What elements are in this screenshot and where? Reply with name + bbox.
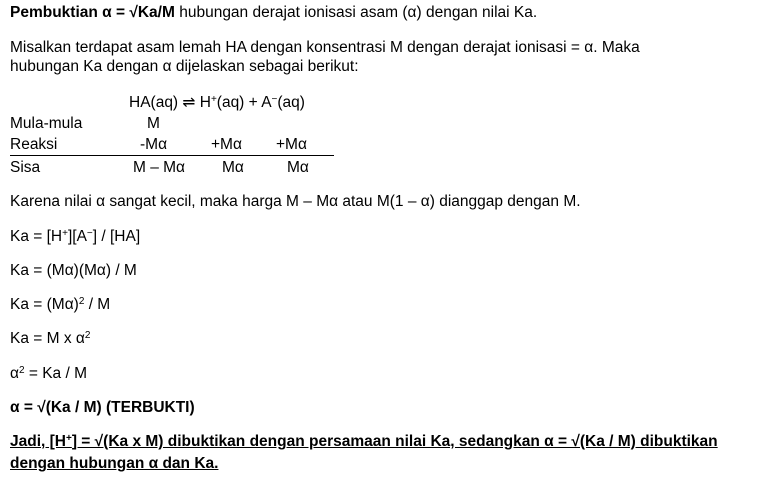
heading-bold: Pembuktian α = √Ka/M	[10, 4, 175, 21]
step-1-sup: +	[62, 228, 68, 239]
heading	[10, 4, 537, 22]
step-1-text: ][A	[67, 228, 87, 245]
ice-row-ha: -Mα	[140, 136, 168, 153]
intro-line-2: hubungan Ka dengan α dijelaskan sebagai berikut:	[10, 58, 359, 75]
eq-plus: +	[248, 94, 258, 111]
ice-row-ha: M – Mα	[133, 159, 186, 176]
step-1	[10, 228, 140, 246]
step-3-sup: 2	[78, 296, 85, 307]
conclusion-line-2: dengan hubungan α dan Ka.	[10, 455, 219, 472]
step-1-sup: −	[86, 228, 93, 239]
ice-row-a: Mα	[287, 159, 309, 176]
eq-reactant: HA(aq)	[129, 94, 179, 111]
ice-row-h: Mα	[222, 159, 244, 176]
eq-h-charge: +	[210, 94, 217, 105]
step-3-text: Ka = (Mα)	[10, 296, 79, 313]
heading-rest: hubungan derajat ionisasi asam (α) dengan nilai Ka.	[174, 4, 538, 21]
ice-row-label: Sisa	[10, 159, 41, 176]
step-1-text: Ka = [H	[10, 228, 63, 245]
step-5-sup: 2	[18, 365, 25, 376]
conclusion-text: Jadi, [H	[10, 433, 66, 450]
conclusion-text: ] = √(Ka x M) dibuktikan dengan persamaan nilai Ka, sedangkan α = √(Ka / M) dibuktikan	[71, 433, 718, 450]
step-1-text: ] / [HA]	[92, 228, 141, 245]
step-4	[10, 330, 90, 348]
eq-a-charge: −	[271, 94, 278, 105]
eq-a-state: (aq)	[277, 94, 305, 111]
step-4-sup: 2	[84, 330, 91, 341]
ice-row-ha: M	[147, 115, 160, 132]
step-4-text: Ka = M x α	[10, 330, 85, 347]
ice-row-h: +Mα	[211, 136, 242, 153]
conclusion-line-1	[10, 433, 718, 451]
eq-a-ion: A	[261, 94, 272, 111]
step-5-text: α	[10, 365, 19, 382]
step-6-result: α = √(Ka / M) (TERBUKTI)	[10, 399, 195, 416]
step-3	[10, 296, 110, 314]
ice-table-divider	[10, 155, 334, 156]
approximation-note: Karena nilai α sangat kecil, maka harga M – Mα atau M(1 – α) dianggap dengan M.	[10, 193, 581, 210]
conclusion-sup: +	[65, 433, 72, 444]
equilibrium-equation	[129, 94, 305, 112]
step-5	[10, 365, 87, 383]
step-3-text: / M	[84, 296, 111, 313]
ice-row-label: Reaksi	[10, 136, 58, 153]
ice-row-a: +Mα	[276, 136, 307, 153]
ice-row-label: Mula-mula	[10, 115, 83, 132]
eq-arrow: ⇌	[182, 94, 196, 111]
step-5-text: = Ka / M	[24, 365, 87, 382]
step-2: Ka = (Mα)(Mα) / M	[10, 262, 137, 279]
intro-line-1: Misalkan terdapat asam lemah HA dengan konsentrasi M dengan derajat ionisasi = α. Maka	[10, 39, 640, 56]
eq-h-ion: H	[199, 94, 211, 111]
eq-h-state: (aq)	[216, 94, 245, 111]
